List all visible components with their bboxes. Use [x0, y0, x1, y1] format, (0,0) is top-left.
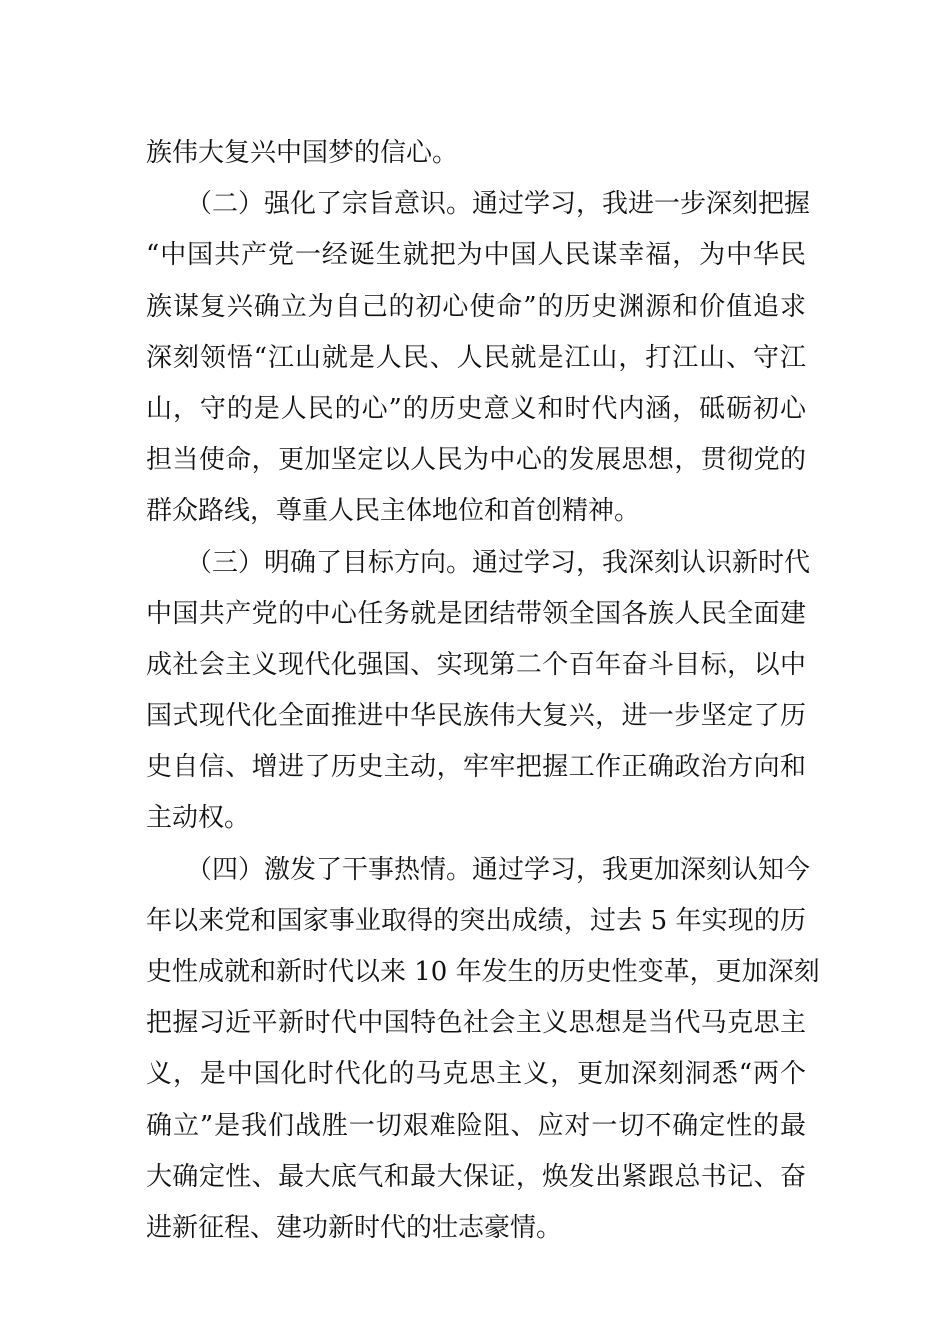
document-body	[146, 128, 820, 1254]
text-line: 义，是中国化时代化的马克思主义，更加深刻洞悉“两个	[146, 1059, 806, 1090]
text-line: 成社会主义现代化强国、实现第二个百年奋斗目标，以中	[146, 649, 806, 680]
paragraph-4	[146, 845, 820, 1255]
text-line: 深刻领悟“江山就是人民、人民就是江山，打江山、守江	[146, 342, 806, 373]
text-line: 史性成就和新时代以来 10 年发生的历史性变革，更加深刻	[146, 957, 820, 987]
text-line: 山，守的是人民的心”的历史意义和时代内涵，砥砺初心	[146, 393, 806, 424]
text-line: 大确定性、最大底气和最大保证，焕发出紧跟总书记、奋	[146, 1161, 806, 1192]
text-line: 群众路线，尊重人民主体地位和首创精神。	[146, 496, 641, 527]
text-line: 史自信、增进了历史主动，牢牢把握工作正确政治方向和	[146, 752, 806, 783]
text-line: “中国共产党一经诞生就把为中国人民谋幸福，为中华民	[146, 240, 806, 271]
text-line: 族谋复兴确立为自己的初心使命”的历史渊源和价值追求	[146, 291, 806, 322]
text-line: 把握习近平新时代中国特色社会主义思想是当代马克思主	[146, 1008, 806, 1039]
paragraph-continuation	[146, 128, 806, 179]
text-line: （三）明确了目标方向。通过学习，我深刻认识新时代	[186, 547, 811, 578]
text-line: 年以来党和国家事业取得的突出成绩，过去 5 年实现的历	[146, 905, 806, 936]
text-line: （四）激发了干事热情。通过学习，我更加深刻认知今	[186, 854, 811, 885]
text-line: 国式现代化全面推进中华民族伟大复兴，进一步坚定了历	[146, 701, 806, 732]
text-line: 担当使命，更加坚定以人民为中心的发展思想，贯彻党的	[146, 445, 806, 476]
paragraph-2	[146, 179, 811, 537]
text-line: 确立”是我们战胜一切艰难险阻、应对一切不确定性的最	[146, 1110, 806, 1141]
text-line: 主动权。	[146, 803, 251, 834]
text-line: （二）强化了宗旨意识。通过学习，我进一步深刻把握	[186, 189, 811, 220]
text-line: 中国共产党的中心任务就是团结带领全国各族人民全面建	[146, 598, 806, 629]
paragraph-3	[146, 538, 811, 845]
text-line: 进新征程、建功新时代的壮志豪情。	[146, 1212, 563, 1243]
text-line: 族伟大复兴中国梦的信心。	[146, 138, 459, 168]
